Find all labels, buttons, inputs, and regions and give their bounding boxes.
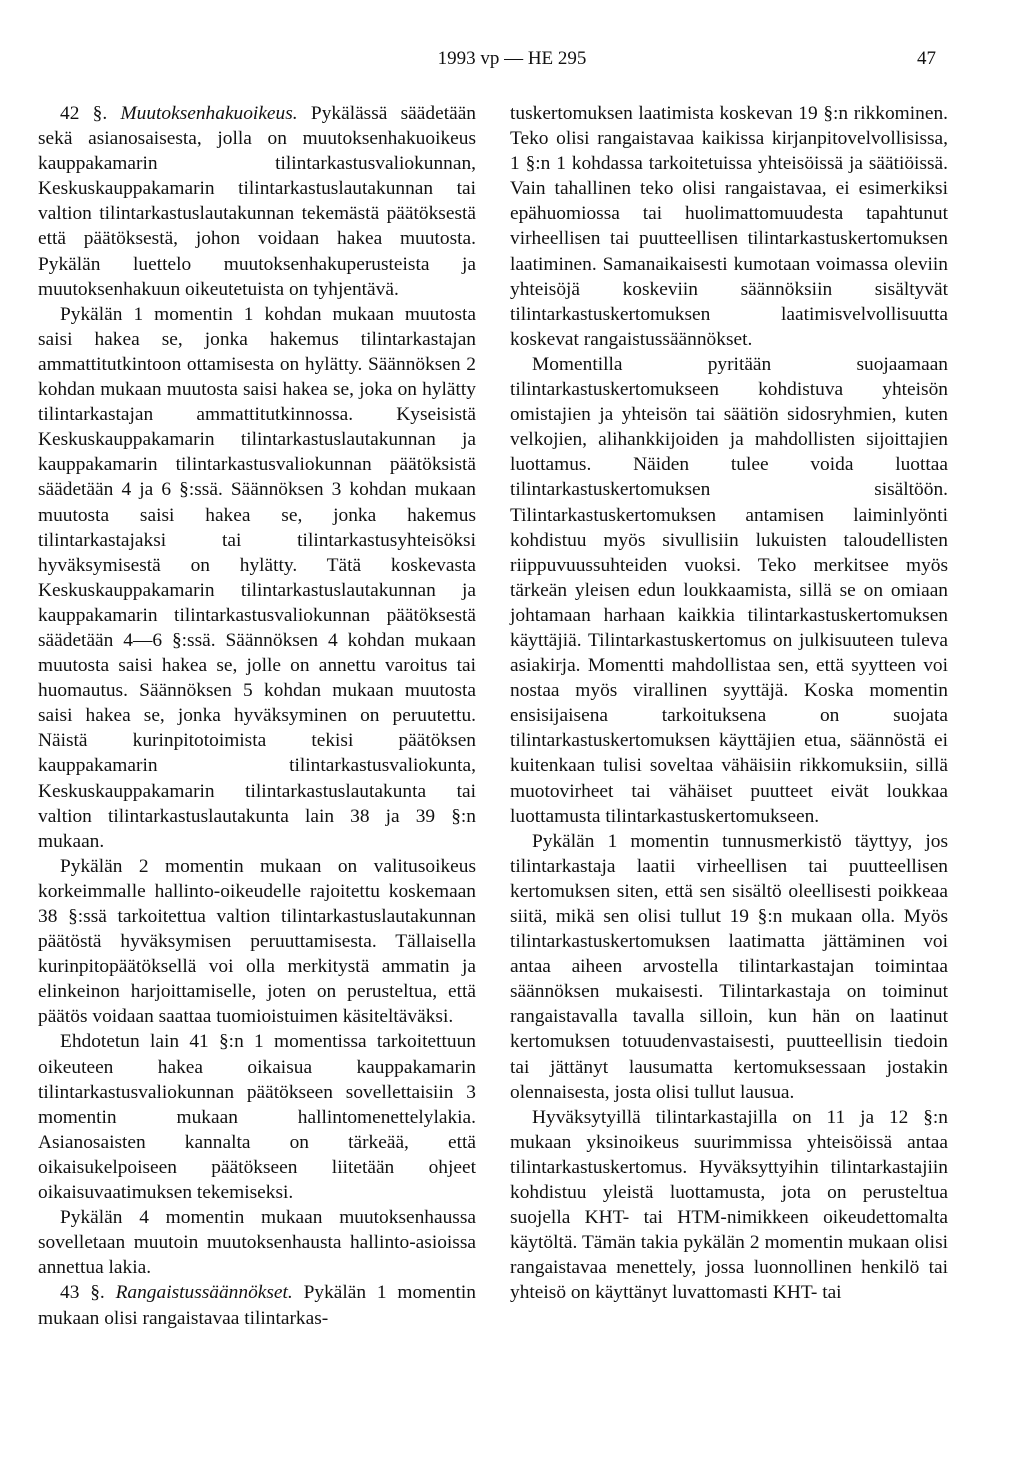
section-43-heading: Rangaistussäännökset. [115, 1282, 293, 1304]
section-43-number: 43 §. [60, 1282, 105, 1304]
page-number: 47 [917, 48, 936, 69]
paragraph: Pykälän 1 momentin 1 kohdan mukaan muutosta saisi hakea se, jonka hakemus tilintarkastajan ammattitutkintoon ottamisesta on hylätty. Säännöksen 2 kohdan mukaan muutosta saisi hakea se, joka on hylätty tilintarkastajan ammattitutkinnossa. Kyseisistä Keskuskauppakamarin tilintarkastuslautakunnan ja kauppakamarin tilintarkastusvaliokunnan päätöksistä säädetään 4 ja 6 §:ssä. Säännöksen 3 kohdan mukaan muutosta saisi hakea se, jonka hakemus tilintarkastajaksi tai tilintarkastusyhteisöksi hyväksymisestä on hylätty. Tätä koskevasta Keskuskauppakamarin tilintarkastuslautakunnan ja kauppakamarin tilintarkastusvaliokunnan päätöksestä säädetään 4—6 §:ssä. Säännöksen 4 kohdan mukaan muutosta saisi hakea se, jolle on annettu varoitus tai huomautus. Säännöksen 5 kohdan mukaan muutosta saisi hakea se, jonka hyväksyminen on peruutettu. Näistä kurinpitotoimista tekisi päätöksen kauppakamarin tilintarkastusvaliokunta, Keskuskauppakamarin tilintarkastuslautakunta tai valtion tilintarkastuslautakunta lain 38 ja 39 §:n mukaan. [38, 303, 476, 852]
section-43-text: Pykälän 1 momentin mukaan olisi rangaistavaa tilintarkas- [38, 1282, 476, 1329]
left-column [38, 101, 476, 1331]
section-42-text: Pykälässä säädetään sekä asianosaisesta, jolla on muutoksenhakuoikeus kauppakamarin tilintarkastusvaliokunnan, Keskuskauppakamarin tilintarkastuslautakunnan tai valtion tilintarkastuslautakunnan tekemästä päätöksestä että päätöksestä, johon voidaan hakea muutosta. Pykälän luettelo muutoksenhakuperusteista ja muutoksenhakuun oikeutetuista on tyhjentävä. [38, 103, 476, 300]
document-title: 1993 vp — HE 295 [437, 48, 587, 69]
paragraph: Hyväksytyillä tilintarkastajilla on 11 ja 12 §:n mukaan yksinoikeus suurimmissa yhteisöissä antaa tilintarkastuskertomus. Hyväksyttyihin tilintarkastajiin kohdistuu yleistä luottamusta, jota on perusteltua suojella KHT- tai HTM-nimikkeen oikeudettomalta käytöltä. Tämän takia pykälän 2 momentin mukaan olisi rangaistavaa menettely, jossa luonnollinen henkilö tai yhteisö on käyttänyt luvattomasti KHT- tai [510, 1106, 948, 1304]
right-column [510, 101, 948, 1306]
paragraph: Pykälän 4 momentin mukaan muutoksenhaussa sovelletaan muutoin muutoksenhausta hallinto-asioissa annettua lakia. [38, 1207, 476, 1279]
section-42-paragraph [38, 101, 476, 302]
paragraph: Pykälän 2 momentin mukaan on valitusoikeus korkeimmalle hallinto-oikeudelle rajoitettu koskemaan 38 §:ssä tarkoitettua valtion tilintarkastuslautakunnan päätöstä hyväksymisen peruuttamisesta. Tällaisella kurinpitopäätöksellä voi olla merkitystä ammatin ja elinkeinon harjoittamiselle, joten on perusteltua, että päätös voidaan saattaa tuomioistuimen käsiteltäväksi. [38, 855, 476, 1028]
running-header [0, 48, 1024, 78]
continued-paragraph: tuskertomuksen laatimista koskevan 19 §:n rikkominen. Teko olisi rangaistavaa kaikissa kirjanpitovelvollisissa, 1 §:n 1 kohdassa tarkoitetuissa yhteisöissä ja säätiöissä. Vain tahallinen teko olisi rangaistavaa, ei esimerkiksi epähuomiossa tai huolimattomuudesta tapahtunut virheellisen tai puutteellisen tilintarkastuskertomuksen laatiminen. Samanaikaisesti kumotaan voimassa oleviin yhteisöjä koskeviin säännöksiin sisältyvät tilintarkastuskertomuksen laatimisvelvollisuutta koskevat rangaistussäännökset. [510, 103, 948, 350]
section-42-heading: Muutoksenhakuoikeus. [120, 103, 298, 124]
section-42-number: 42 §. [60, 103, 108, 124]
section-43-paragraph [38, 1280, 476, 1330]
paragraph: Ehdotetun lain 41 §:n 1 momentissa tarkoitettuun oikeuteen hakea oikaisua kauppakamarin tilintarkastusvaliokunnan päätökseen sovellettaisiin 3 momentin mukaan hallintomenettelylakia. Asianosaisten kannalta on tärkeää, että oikaisukelpoiseen päätökseen liitetään ohjeet oikaisuvaatimuksen tekemiseksi. [38, 1031, 476, 1204]
paragraph: Momentilla pyritään suojaamaan tilintarkastuskertomukseen kohdistuva yhteisön omistajien ja yhteisön tai säätiön sidosryhmien, kuten velkojien, alihankkijoiden ja mahdollisten sijoittajien luottamus. Näiden tulee voida luottaa tilintarkastuskertomuksen sisältöön. Tilintarkastuskertomuksen antamisen laiminlyönti kohdistuu myös sivullisiin lukuisten taloudellisten riippuvuussuhteiden vuoksi. Teko merkitsee myös tärkeän yleisen edun loukkaamista, sillä se on omiaan johtamaan harhaan kaikkia tilintarkastuskertomuksen käyttäjiä. Tilintarkastuskertomus on julkisuuteen tuleva asiakirja. Momentti mahdollistaa sen, että syytteen voi nostaa myös virallinen syyttäjä. Koska momentin ensisijaisena tarkoituksena on suojata tilintarkastuskertomuksen käyttäjien etua, säännöstä ei kuitenkaan tulisi soveltaa vähäisiin rikkomuksiin, sillä muotovirheet tai vähäiset puutteet eivät loukkaa luottamusta tilintarkastuskertomukseen. [510, 353, 948, 827]
paragraph: Pykälän 1 momentin tunnusmerkistö täyttyy, jos tilintarkastaja laatii virheellisen tai puutteellisen kertomuksen siten, että sen sisältö oleellisesti poikkeaa siitä, mikä sen olisi tullut 19 §:n mukaan olla. Myös tilintarkastuskertomuksen laatimatta jättäminen voi antaa aiheen arvostella tilintarkastajan toimintaa säännöksen mukaisesti. Tilintarkastaja on toiminut rangaistavalla tavalla silloin, kun hän on laatinut kertomuksen totuudenvastaisesti, puutteellisin tiedoin tai jättänyt lausumatta kertomuksessaan jostakin olennaisesta, josta olisi tullut lausua. [510, 830, 948, 1103]
